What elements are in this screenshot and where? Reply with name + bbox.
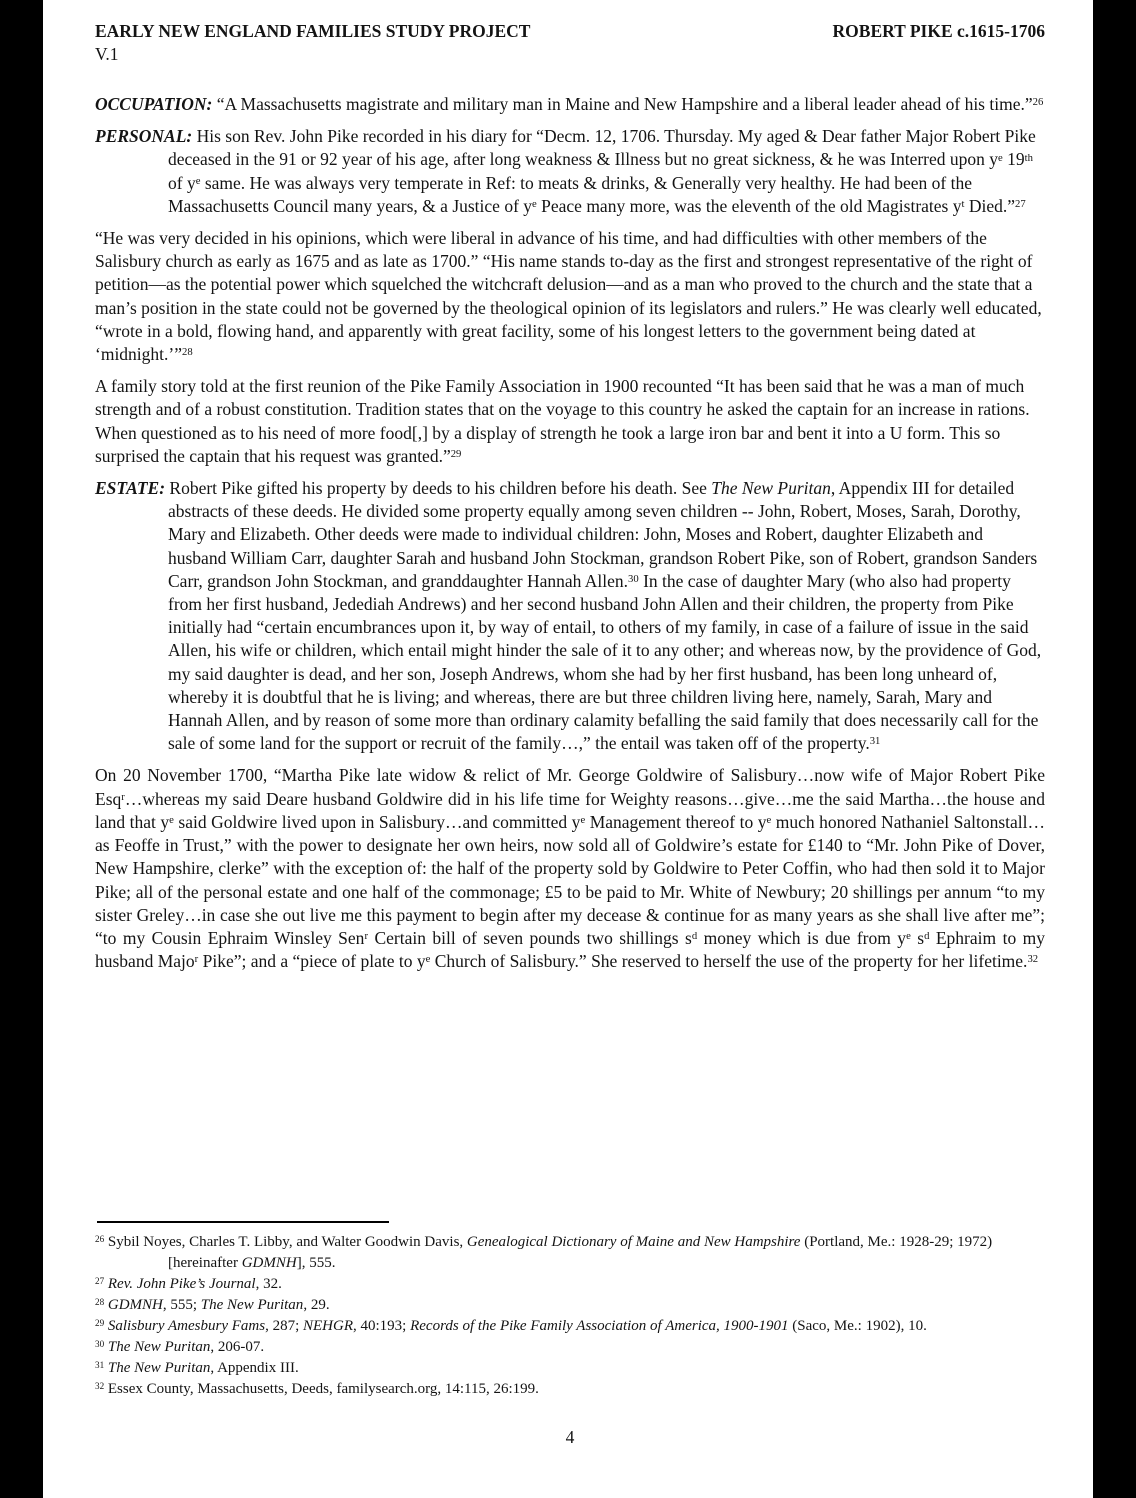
paragraph-text: Robert Pike gifted his property by deeds to his children before his death. See The New Puritan, Appendix III for detailed abstracts of these deeds. He divided some property equally among seven children -- John, Robert, Moses, Sarah, Dorothy, Mary and Elizabeth. Other deeds were made to individual children: John, Moses and Robert, daughter Elizabeth and husband William Carr, daughter Sarah and husband John Stockman, grandson Robert Pike, son of Robert, grandson Sanders Carr, grandson John Stockman, and granddaughter Hannah Allen.$^{30}$ In the case of daughter Mary (who also had property from her first husband, Jedediah Andrews) and her second husband John Allen and their children, the property from Pike initially had “certain encumbrances upon it, by way of entail, to others of my family, in case of a failure of issue in the said Allen, his wife or children, which entail might hinder the sale of it to any other; and whereas now, by the providence of God, my said daughter is dead, and her son, Joseph Andrews, whom she had by her first husband, has been long unheard of, whereby it is doubtful that he is living; and whereas, there are but three children living here, namely, Sarah, Mary and Hannah Allen, and by reason of some more than ordinary calamity befalling the said family that does necessarily call for the sale of some land for the support or recruit of the family…,” the entail was taken off of the property.$^{31}$	[165, 478, 1042, 754]
document-body	[95, 93, 1045, 982]
footnote-28: $^{28}$ GDMNH, 555; The New Puritan, 29.	[95, 1296, 330, 1313]
volume-label: V.1	[95, 44, 119, 64]
footnote-32: $^{32}$ Essex County, Massachusetts, Deeds, familysearch.org, 14:115, 26:199.	[95, 1380, 539, 1397]
page-header	[95, 20, 1045, 43]
paragraph-text: On 20 November 1700, “Martha Pike late widow & relict of Mr. George Goldwire of Salisbury…now wife of Major Robert Pike Esq$^r$…whereas my said Deare husband Goldwire did in his life time for Weighty reasons…give…me the said Martha…the house and land that $y^e$ said Goldwire lived upon in Salisbury…and committed $y^e$ Management thereof to $y^e$ much honored Nathaniel Saltonstall…as Feoffe in Trust,” with the power to designate her own heirs, now sold all of Goldwire’s estate for £140 to “Mr. John Pike of Dover, New Hampshire, clerke” with the exception of: the half of the property sold by Goldwire to Peter Coffin, who had then sold it to Major Pike; all of the personal estate and one half of the commonage; £5 to be paid to Mr. White of Newbury; 20 shillings per annum “to my sister Greley…in case she out live me this payment to begin after my decease & continue for as many years as she shall live after me”; “to my Cousin Ephraim Winsley Sen$^r$ Certain bill of seven pounds two shillings $s^d$ money which is due from $y^e$ $s^d$ Ephraim to my husband Majo$^r$ Pike”; and a “piece of plate to $y^e$ Church of Salisbury.” She reserved to herself the use of the property for her lifetime.$^{32}$	[95, 765, 1046, 972]
page-number: 4	[565, 1427, 575, 1447]
document-page	[43, 0, 1093, 1498]
footnote-27: $^{27}$ Rev. John Pike’s Journal, 32.	[95, 1275, 282, 1292]
footnote-31: $^{31}$ The New Puritan, Appendix III.	[95, 1359, 299, 1376]
footnote-30: $^{30}$ The New Puritan, 206-07.	[95, 1338, 265, 1355]
paragraph-estate-goldwire-sale	[95, 764, 1045, 973]
footnote-29: $^{29}$ Salisbury Amesbury Fams, 287; NEHGR, 40:193; Records of the Pike Family Association of America, 1900-1901 (Saco, Me.: 1902), 10.	[95, 1317, 927, 1334]
section-label-personal: PERSONAL:	[95, 126, 193, 147]
footnotes	[95, 1232, 1045, 1400]
paragraph-text: A family story told at the first reunion of the Pike Family Association in 1900 recounted “It has been said that he was a man of much strength and of a robust constitution. Tradition states that on the voyage to this country he asked the captain for an increase in rations. When questioned as to his need of more food[,] by a display of strength he took a large iron bar and bent it into a U form. This so surprised the captain that his request was granted.”$^{29}$	[95, 376, 1030, 466]
paragraph-text: “He was very decided in his opinions, which were liberal in advance of his time, and had difficulties with other members of the Salisbury church as early as 1675 and as late as 1700.” “His name stands to-day as the first and strongest representative of the right of petition—as the potential power which squelched the witchcraft delusion—and as a man who proved to the church and the state that a man’s position in the state could not be governed by the theological opinion of its legislators and rulers.” He was clearly well educated, “wrote in a bold, flowing hand, and apparently with great facility, some of his longest letters to the government being dated at ‘midnight.’”$^{28}$	[95, 228, 1042, 365]
section-label-occupation: OCCUPATION:	[95, 94, 213, 114]
page-footer	[95, 1221, 1045, 1448]
paragraph-personal-opinions-quote	[95, 227, 1045, 366]
paragraph-text: His son Rev. John Pike recorded in his diary for “Decm. 12, 1706. Thursday. My aged & Dear father Major Robert Pike deceased in the 91 or 92 year of his age, after long weakness & Illness but no great sickness, & he was Interred upon $y^e$ 19th of $y^e$ same. He was always very temperate in Ref: to meats & drinks, & Generally very healthy. He had been of the Massachusetts Council many years, & a Justice of $y^e$ Peace many more, was the eleventh of the old Magistrates $y^t$ Died.”$^{27}$	[168, 126, 1036, 216]
section-label-estate: ESTATE:	[95, 478, 166, 499]
paragraph-personal-family-story	[95, 375, 1045, 468]
paragraph-text: “A Massachusetts magistrate and military man in Maine and New Hampshire and a liberal leader ahead of his time.”$^{26}$	[212, 94, 1044, 114]
footnote-separator	[97, 1221, 389, 1223]
footnote-26: $^{26}$ Sybil Noyes, Charles T. Libby, and Walter Goodwin Davis, Genealogical Dictionary of Maine and New Hampshire (Portland, Me.: 1928-29; 1972) [hereinafter GDMNH], 555.	[95, 1233, 993, 1271]
paragraph-occupation	[95, 93, 1045, 116]
header-title-right: ROBERT PIKE c.1615-1706	[832, 21, 1045, 41]
header-title-left: EARLY NEW ENGLAND FAMILIES STUDY PROJECT	[95, 21, 531, 41]
paragraph-personal	[95, 125, 1045, 218]
paragraph-estate	[95, 477, 1045, 755]
